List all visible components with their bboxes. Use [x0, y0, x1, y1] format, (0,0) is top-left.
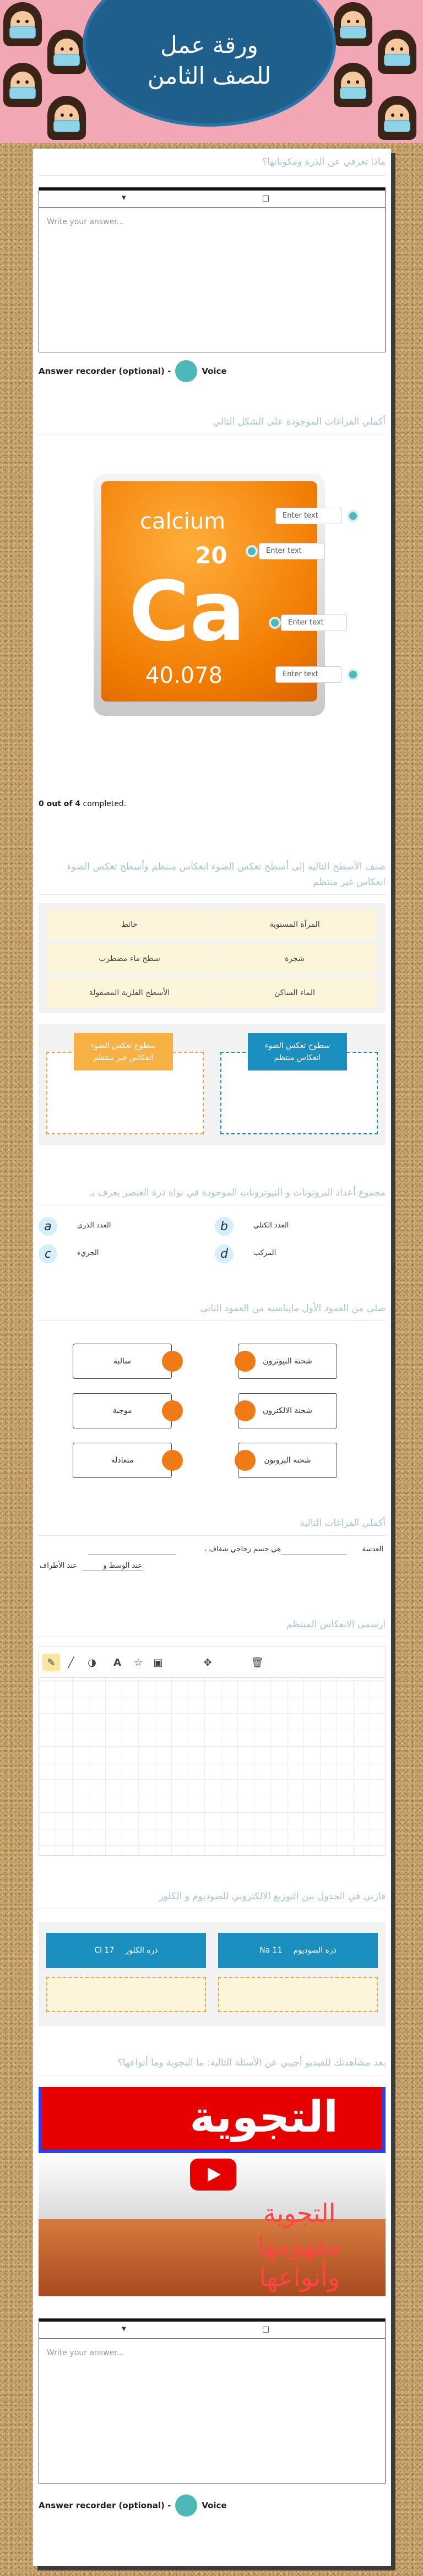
sort-item[interactable]: المرآة المستوية: [213, 910, 377, 939]
video-subtitle: التجوية مفهومها وأنواعها: [257, 2198, 341, 2292]
question-5: [33, 1300, 391, 1498]
question-2: [33, 413, 391, 832]
voice-record-button[interactable]: [175, 360, 197, 382]
option-c-label[interactable]: الجزيء: [77, 1249, 99, 1257]
question-6: [33, 1514, 391, 1591]
option-d-label[interactable]: المركب: [253, 1249, 276, 1257]
answer-text-area[interactable]: [39, 208, 385, 350]
label-input-3[interactable]: Enter text: [281, 615, 347, 631]
recorder-label: Answer recorder (optional) -: [39, 2501, 171, 2510]
match-right-item[interactable]: شحنة البروتون: [238, 1443, 337, 1478]
question-4: [33, 1184, 391, 1294]
girl-mask-illustration: [44, 28, 89, 77]
divider: [39, 1535, 386, 1536]
answer-editor[interactable]: [39, 2318, 386, 2483]
sort-categories-area: [39, 1024, 386, 1145]
divider: [39, 894, 386, 895]
match-right-item[interactable]: شحنة الالكترون: [238, 1393, 337, 1428]
divider: [39, 1320, 386, 1321]
atomic-number: 20: [195, 542, 227, 569]
girl-mask-illustration: [0, 0, 45, 50]
answer-placeholder: Write your answer...: [47, 2349, 124, 2357]
question-title: أكملي الفراغات التالية: [300, 1518, 386, 1529]
image-icon[interactable]: ▣: [153, 1656, 163, 1669]
fill-blank[interactable]: [281, 1554, 347, 1555]
table-header-chlorine: [46, 1933, 206, 1968]
match-right-connector[interactable]: [235, 1351, 256, 1372]
color-wheel-icon[interactable]: ◑: [88, 1656, 96, 1669]
match-left-connector[interactable]: [162, 1400, 183, 1421]
dropdown-arrow-icon[interactable]: ▼: [122, 195, 126, 201]
atomic-mass: 40.078: [145, 663, 223, 688]
sodium-label: ذرة الصوديوم: [293, 1946, 337, 1955]
option-a-badge[interactable]: a: [39, 1217, 57, 1236]
divider: [39, 175, 386, 176]
sodium-symbol: Na 11: [259, 1946, 283, 1955]
match-right-item[interactable]: شحنة النيوترون: [238, 1344, 337, 1379]
option-c-badge[interactable]: c: [39, 1244, 57, 1263]
question-3: [33, 859, 391, 1178]
question-title: صلي من العمود الأول مايناسبه من العمود الثاني: [200, 1303, 386, 1314]
recorder-label: Answer recorder (optional) -: [39, 366, 171, 376]
label-input-2[interactable]: Enter text: [259, 543, 325, 559]
voice-record-button[interactable]: [175, 2495, 197, 2517]
girl-mask-illustration: [0, 61, 45, 110]
match-right-connector[interactable]: [235, 1450, 256, 1471]
fill-blank[interactable]: [88, 1554, 176, 1555]
chlorine-label: ذرة الكلور: [125, 1946, 158, 1955]
video-banner: [39, 2087, 386, 2153]
answer-text-area[interactable]: [39, 2339, 385, 2481]
option-b-label[interactable]: العدد الكتلي: [253, 1221, 289, 1230]
pencil-icon[interactable]: ✎: [42, 1654, 60, 1671]
element-symbol: Ca: [129, 564, 246, 660]
match-left-connector[interactable]: [162, 1450, 183, 1471]
question-title: ارسمي الانعكاس المنتظم: [286, 1619, 386, 1630]
voice-label: Voice: [202, 2501, 227, 2510]
fill-text: العدسة: [362, 1545, 383, 1553]
girl-mask-illustration: [330, 0, 376, 50]
element-name: calcium: [140, 509, 226, 534]
fill-blank[interactable]: [83, 1570, 143, 1571]
category-irregular: سطوح تعكس الضوء انعكاس غير منتظم: [74, 1033, 173, 1070]
drawing-toolbar: [39, 1647, 385, 1678]
sort-item[interactable]: سطح ماء مضطرب: [47, 944, 212, 974]
match-right-connector[interactable]: [235, 1400, 256, 1421]
header-banner: [0, 0, 423, 143]
calcium-element-image: [33, 474, 391, 727]
sort-item[interactable]: حائط: [47, 910, 212, 939]
question-title: أكملي الفراغات الموجودة على الشكل التالي: [213, 416, 386, 427]
option-b-badge[interactable]: b: [215, 1217, 234, 1236]
label-input-4[interactable]: Enter text: [275, 666, 341, 683]
star-icon[interactable]: ☆: [133, 1656, 143, 1669]
category-regular: سطوح تعكس الضوء انعكاس منتظم: [248, 1033, 347, 1070]
comparison-table: [39, 1922, 386, 2026]
match-left-item[interactable]: متعادلة: [73, 1443, 172, 1478]
match-left-connector[interactable]: [162, 1351, 183, 1372]
worksheet-card: [33, 149, 391, 2566]
title-line-1: ورقة عمل: [160, 31, 258, 58]
editor-toolbar: [39, 188, 385, 208]
sort-item[interactable]: الماء الساكن: [213, 978, 377, 1008]
completion-suffix: completed.: [80, 800, 127, 808]
option-d-badge[interactable]: d: [215, 1244, 234, 1263]
format-box-icon[interactable]: □: [262, 194, 270, 203]
label-hotspot-2[interactable]: [246, 545, 258, 557]
label-hotspot-1[interactable]: [347, 510, 359, 522]
question-1: [33, 149, 391, 385]
answer-editor[interactable]: [39, 187, 386, 352]
drawing-canvas[interactable]: [39, 1646, 386, 1856]
label-hotspot-3[interactable]: [269, 617, 281, 629]
question-title: صنف الأسطح التالية إلى أسطح تعكس الضوء انعكاس منتظم وأسطح تعكس الضوء انعكاس غير منتظم: [67, 861, 386, 888]
match-left-item[interactable]: موجبة: [73, 1393, 172, 1428]
table-cell-sodium[interactable]: [218, 1977, 378, 2012]
completion-status: [39, 800, 126, 808]
answer-placeholder: Write your answer...: [47, 218, 124, 226]
question-title: قارني في الجدول بين التوزيع الالكتروني للصوديوم و الكلور: [159, 1891, 386, 1902]
title-line-2: للصف الثامن: [147, 62, 272, 89]
answer-recorder: [39, 2495, 227, 2517]
worksheet-title-badge: [83, 0, 336, 127]
girl-mask-illustration: [375, 94, 420, 143]
fill-text: عند الأطراف: [39, 1562, 77, 1570]
format-box-icon[interactable]: □: [262, 2325, 270, 2334]
question-title: مجموع أعداد البروتونات و النيوترونات الموجودة في نواة ذرة العنصر يعرف بـ: [89, 1187, 386, 1198]
question-7: [33, 1602, 391, 1861]
move-icon[interactable]: ✥: [203, 1656, 212, 1669]
text-icon[interactable]: A: [113, 1656, 121, 1669]
question-title: ماذا تعرفي عن الذرة ومكوناتها؟: [262, 156, 386, 167]
table-header-sodium: [218, 1933, 378, 1968]
dropdown-arrow-icon[interactable]: ▼: [122, 2326, 126, 2332]
question-9: [33, 2054, 391, 2566]
sort-item[interactable]: الأسطح الفلزية المصقولة: [47, 978, 212, 1008]
question-8: [33, 1878, 391, 2004]
video-player[interactable]: [39, 2087, 386, 2296]
editor-toolbar: [39, 2319, 385, 2339]
option-a-label[interactable]: العدد الذري: [77, 1221, 111, 1230]
fill-text: عند الوسط و: [103, 1562, 142, 1570]
question-title: بعد مشاهدتك للفيديو أجيبي عن الأسئلة التالية: ما التجوية وما أنواعها؟: [117, 2057, 386, 2068]
girl-mask-illustration: [330, 61, 376, 110]
voice-label: Voice: [202, 366, 227, 376]
sort-item[interactable]: شجرة: [213, 944, 377, 974]
girl-mask-illustration: [375, 28, 420, 77]
chlorine-symbol: Cl 17: [94, 1946, 115, 1955]
sort-items-area: [39, 903, 386, 1013]
match-left-item[interactable]: سالبة: [73, 1344, 172, 1379]
pen-icon[interactable]: ╱: [68, 1656, 74, 1669]
video-title: التجوية: [189, 2093, 338, 2142]
trash-icon[interactable]: 🗑: [251, 1656, 264, 1669]
girl-mask-illustration: [44, 94, 89, 143]
completion-count: 0 out of 4: [39, 800, 81, 808]
label-hotspot-4[interactable]: [347, 669, 359, 681]
fill-text: هي جسم زجاجي شفاف ،: [204, 1545, 281, 1553]
answer-recorder: [39, 360, 227, 382]
label-input-1[interactable]: Enter text: [275, 508, 341, 524]
play-button-icon[interactable]: [190, 2159, 236, 2191]
table-cell-chlorine[interactable]: [46, 1977, 206, 2012]
